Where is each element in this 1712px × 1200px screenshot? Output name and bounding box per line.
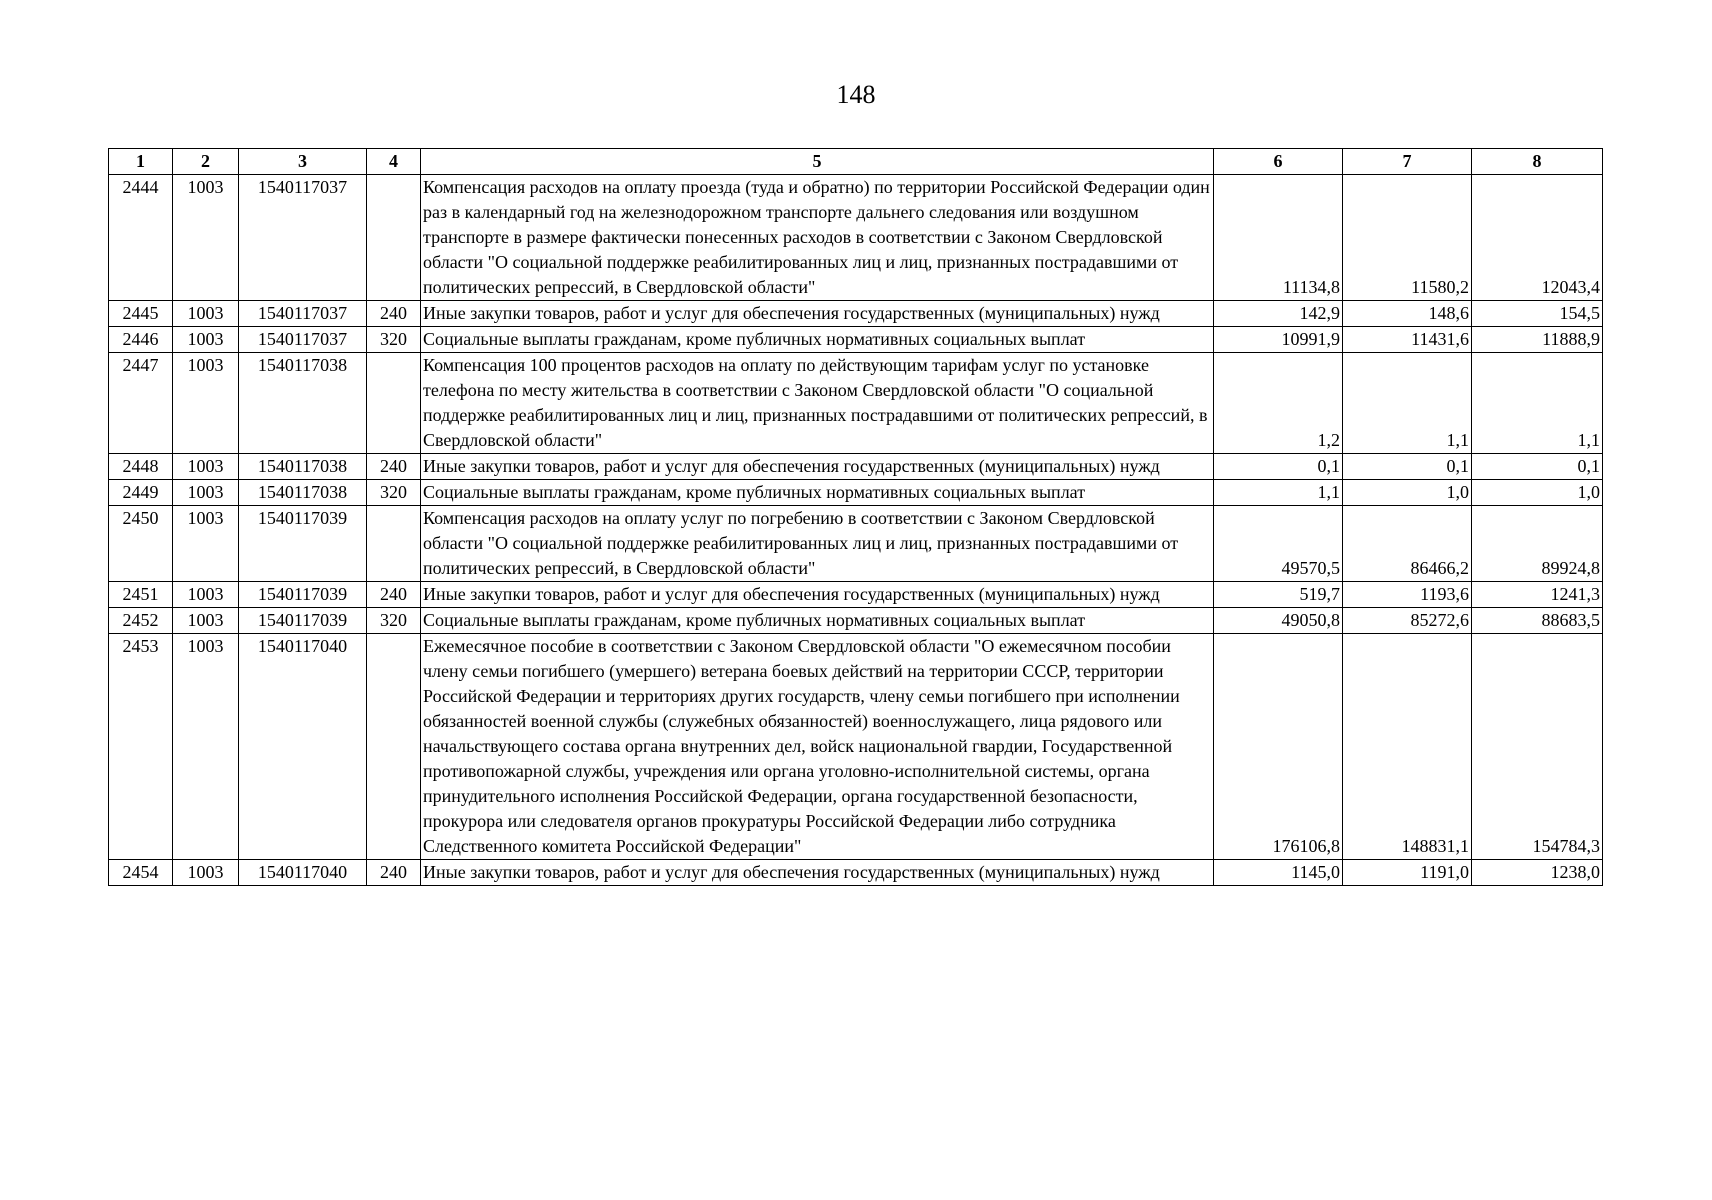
amount-year-2: 85272,6 — [1343, 608, 1472, 634]
page-number: 148 — [836, 80, 876, 109]
expense-name: Социальные выплаты гражданам, кроме публичных нормативных социальных выплат — [421, 608, 1214, 634]
amount-year-2: 148,6 — [1343, 301, 1472, 327]
expense-type-code — [367, 175, 421, 301]
section-code: 1003 — [173, 175, 239, 301]
row-number: 2445 — [109, 301, 173, 327]
expense-name: Компенсация 100 процентов расходов на оплату по действующим тарифам услуг по установке телефона по месту жительства в соответствии с Законом Свердловской области "О социальной поддержке реабилитированных лиц и лиц, признанных пострадавшими от политических репрессий, в Свердловской области" — [421, 353, 1214, 454]
amount-year-1: 49050,8 — [1214, 608, 1343, 634]
table-row — [109, 454, 1603, 480]
expense-type-code: 240 — [367, 454, 421, 480]
amount-year-2: 1,0 — [1343, 480, 1472, 506]
amount-year-3: 0,1 — [1472, 454, 1603, 480]
section-code: 1003 — [173, 353, 239, 454]
target-article-code: 1540117040 — [239, 634, 367, 860]
expense-name: Иные закупки товаров, работ и услуг для обеспечения государственных (муниципальных) нужд — [421, 860, 1214, 886]
target-article-code: 1540117037 — [239, 301, 367, 327]
row-number: 2450 — [109, 506, 173, 582]
row-number: 2448 — [109, 454, 173, 480]
row-number: 2447 — [109, 353, 173, 454]
expense-name: Социальные выплаты гражданам, кроме публичных нормативных социальных выплат — [421, 327, 1214, 353]
amount-year-1: 1,1 — [1214, 480, 1343, 506]
expense-type-code: 240 — [367, 582, 421, 608]
amount-year-3: 154784,3 — [1472, 634, 1603, 860]
target-article-code: 1540117039 — [239, 506, 367, 582]
amount-year-3: 88683,5 — [1472, 608, 1603, 634]
section-code: 1003 — [173, 454, 239, 480]
expense-name: Компенсация расходов на оплату услуг по погребению в соответствии с Законом Свердловской области "О социальной поддержке реабилитированных лиц и лиц, признанных пострадавшими от политических репрессий, в Свердловской области" — [421, 506, 1214, 582]
expense-name: Ежемесячное пособие в соответствии с Законом Свердловской области "О ежемесячном пособии члену семьи погибшего (умершего) ветерана боевых действий на территории СССР, территории Российской Федерации и территориях других государств, члену семьи погибшего при исполнении обязанностей военной службы (служебных обязанностей) военнослужащего, лица рядового или начальствующего состава органа внутренних дел, войск национальной гвардии, Государственной противопожарной службы, учреждения или органа уголовно-исполнительной системы, органа принудительного исполнения Российской Федерации, органа государственной безопасности, прокурора или следователя органов прокуратуры Российской Федерации либо сотрудника Следственного комитета Российской Федерации" — [421, 634, 1214, 860]
target-article-code: 1540117038 — [239, 480, 367, 506]
table-row — [109, 301, 1603, 327]
amount-year-2: 148831,1 — [1343, 634, 1472, 860]
expense-name: Компенсация расходов на оплату проезда (туда и обратно) по территории Российской Федерации один раз в календарный год на железнодорожном транспорте дальнего следования или воздушном транспорте в размере фактически понесенных расходов в соответствии с Законом Свердловской области "О социальной поддержке реабилитированных лиц и лиц, признанных пострадавшими от политических репрессий, в Свердловской области" — [421, 175, 1214, 301]
amount-year-3: 1,0 — [1472, 480, 1603, 506]
table-row — [109, 506, 1603, 582]
expense-name: Иные закупки товаров, работ и услуг для обеспечения государственных (муниципальных) нужд — [421, 301, 1214, 327]
table-row — [109, 480, 1603, 506]
section-code: 1003 — [173, 608, 239, 634]
row-number: 2449 — [109, 480, 173, 506]
header-col-4: 4 — [367, 149, 421, 175]
header-col-5: 5 — [421, 149, 1214, 175]
expense-type-code: 240 — [367, 860, 421, 886]
table-row — [109, 175, 1603, 301]
table-row — [109, 860, 1603, 886]
target-article-code: 1540117040 — [239, 860, 367, 886]
row-number: 2446 — [109, 327, 173, 353]
target-article-code: 1540117038 — [239, 454, 367, 480]
table-row — [109, 353, 1603, 454]
amount-year-1: 176106,8 — [1214, 634, 1343, 860]
amount-year-2: 0,1 — [1343, 454, 1472, 480]
amount-year-2: 11580,2 — [1343, 175, 1472, 301]
target-article-code: 1540117037 — [239, 327, 367, 353]
amount-year-1: 519,7 — [1214, 582, 1343, 608]
header-row — [109, 149, 1603, 175]
amount-year-2: 1191,0 — [1343, 860, 1472, 886]
header-col-7: 7 — [1343, 149, 1472, 175]
section-code: 1003 — [173, 301, 239, 327]
amount-year-2: 86466,2 — [1343, 506, 1472, 582]
amount-year-3: 12043,4 — [1472, 175, 1603, 301]
amount-year-3: 154,5 — [1472, 301, 1603, 327]
section-code: 1003 — [173, 634, 239, 860]
target-article-code: 1540117039 — [239, 582, 367, 608]
table-row — [109, 608, 1603, 634]
amount-year-1: 1,2 — [1214, 353, 1343, 454]
expense-name: Иные закупки товаров, работ и услуг для обеспечения государственных (муниципальных) нужд — [421, 454, 1214, 480]
section-code: 1003 — [173, 327, 239, 353]
table-row — [109, 582, 1603, 608]
expense-type-code — [367, 353, 421, 454]
amount-year-2: 11431,6 — [1343, 327, 1472, 353]
expense-type-code: 320 — [367, 480, 421, 506]
target-article-code: 1540117038 — [239, 353, 367, 454]
row-number: 2453 — [109, 634, 173, 860]
section-code: 1003 — [173, 506, 239, 582]
budget-table — [108, 148, 1603, 886]
target-article-code: 1540117037 — [239, 175, 367, 301]
amount-year-1: 0,1 — [1214, 454, 1343, 480]
amount-year-1: 10991,9 — [1214, 327, 1343, 353]
amount-year-2: 1193,6 — [1343, 582, 1472, 608]
table-row — [109, 327, 1603, 353]
expense-type-code: 320 — [367, 327, 421, 353]
section-code: 1003 — [173, 480, 239, 506]
header-col-6: 6 — [1214, 149, 1343, 175]
row-number: 2451 — [109, 582, 173, 608]
amount-year-3: 1241,3 — [1472, 582, 1603, 608]
expense-type-code: 320 — [367, 608, 421, 634]
row-number: 2454 — [109, 860, 173, 886]
row-number: 2452 — [109, 608, 173, 634]
amount-year-2: 1,1 — [1343, 353, 1472, 454]
section-code: 1003 — [173, 860, 239, 886]
header-col-1: 1 — [109, 149, 173, 175]
amount-year-3: 1,1 — [1472, 353, 1603, 454]
expense-type-code — [367, 634, 421, 860]
table-row — [109, 634, 1603, 860]
amount-year-3: 1238,0 — [1472, 860, 1603, 886]
amount-year-1: 1145,0 — [1214, 860, 1343, 886]
expense-type-code — [367, 506, 421, 582]
amount-year-1: 142,9 — [1214, 301, 1343, 327]
header-col-2: 2 — [173, 149, 239, 175]
amount-year-3: 89924,8 — [1472, 506, 1603, 582]
expense-type-code: 240 — [367, 301, 421, 327]
header-col-3: 3 — [239, 149, 367, 175]
expense-name: Социальные выплаты гражданам, кроме публичных нормативных социальных выплат — [421, 480, 1214, 506]
section-code: 1003 — [173, 582, 239, 608]
expense-name: Иные закупки товаров, работ и услуг для обеспечения государственных (муниципальных) нужд — [421, 582, 1214, 608]
amount-year-1: 11134,8 — [1214, 175, 1343, 301]
target-article-code: 1540117039 — [239, 608, 367, 634]
amount-year-3: 11888,9 — [1472, 327, 1603, 353]
row-number: 2444 — [109, 175, 173, 301]
amount-year-1: 49570,5 — [1214, 506, 1343, 582]
header-col-8: 8 — [1472, 149, 1603, 175]
